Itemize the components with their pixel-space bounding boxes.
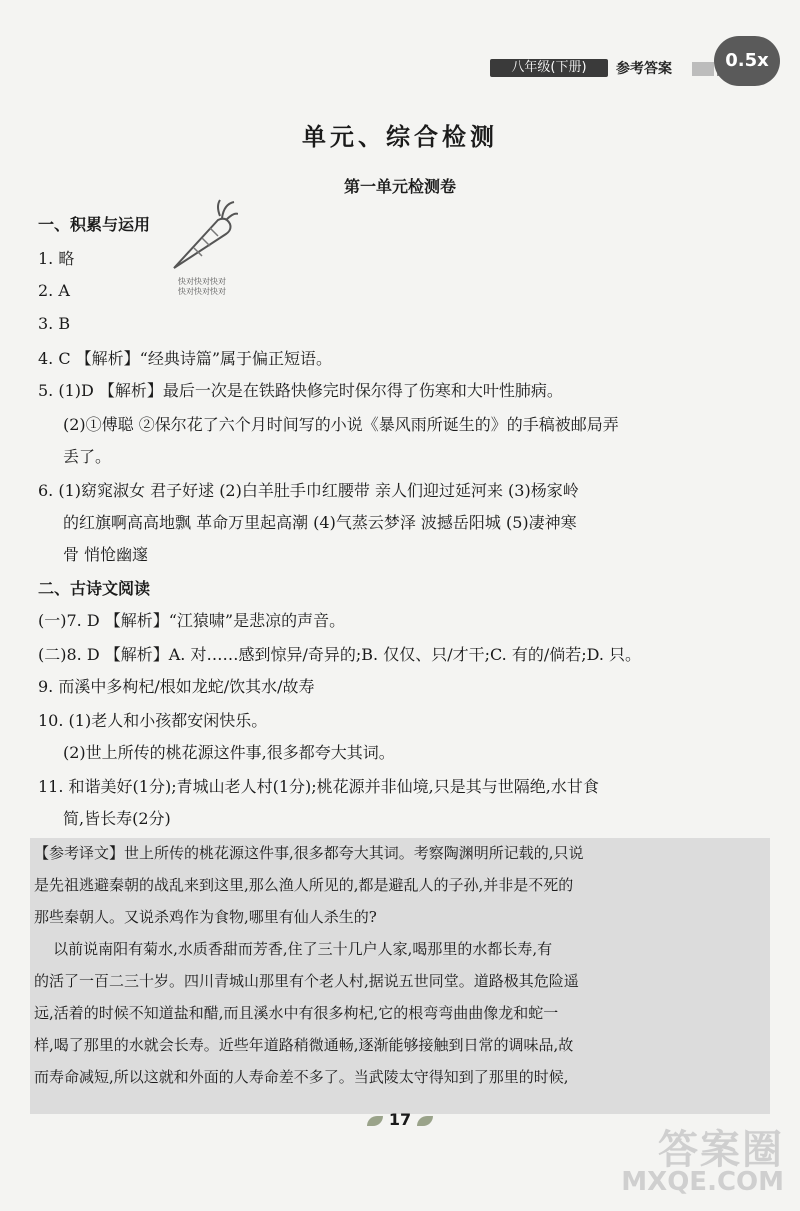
leaf-icon bbox=[367, 1116, 383, 1126]
page-subtitle: 第一单元检测卷 bbox=[343, 177, 456, 196]
translation-line: 以前说南阳有菊水,水质香甜而芳香,住了三十几户人家,喝那里的水都长寿,有 bbox=[34, 940, 553, 958]
answer-line: 丢了。 bbox=[63, 447, 112, 466]
page-title: 单元、综合检测 bbox=[302, 122, 498, 151]
translation-line: 样,喝了那里的水就会长寿。近些年道路稍微通畅,逐渐能够接触到日常的调味品,故 bbox=[34, 1036, 574, 1054]
translation-line: 而寿命减短,所以这就和外面的人寿命差不多了。当武陵太守得知到了那里的时候, bbox=[34, 1068, 569, 1086]
translation-line: 的活了一百二三十岁。四川青城山那里有个老人村,据说五世同堂。道路极其危险遥 bbox=[34, 972, 579, 990]
answer-line: (2)世上所传的桃花源这件事,很多都夸大其词。 bbox=[63, 743, 395, 762]
answer-line: 5. (1)D 【解析】最后一次是在铁路快修完时保尔得了伤寒和大叶性肺病。 bbox=[38, 381, 563, 400]
answer-line: (一)7. D 【解析】“江猿啸”是悲凉的声音。 bbox=[38, 611, 346, 630]
carrot-caption-line: 快对快对快对 bbox=[178, 277, 226, 286]
answer-line: 1. 略 bbox=[38, 249, 75, 268]
section-heading-2: 二、古诗文阅读 bbox=[38, 579, 151, 598]
carrot-caption-line: 快对快对快对 bbox=[178, 287, 226, 296]
watermark bbox=[621, 1118, 784, 1197]
grade-label: 八年级(下册) bbox=[490, 59, 608, 77]
answer-line: (二)8. D 【解析】A. 对……感到惊异/奇异的;B. 仅仅、只/才干;C. 有的/倘若;D. 只。 bbox=[38, 645, 642, 664]
translation-line: 【参考译文】世上所传的桃花源这件事,很多都夸大其词。考察陶渊明所记载的,只说 bbox=[34, 844, 584, 862]
carrot-icon bbox=[166, 198, 238, 274]
answer-line: 6. (1)窈窕淑女 君子好逑 (2)白羊肚手巾红腰带 亲人们迎过延河来 (3)杨家岭 bbox=[38, 481, 579, 500]
answer-line: 3. B bbox=[38, 314, 71, 333]
header-bar bbox=[692, 62, 714, 76]
translation-line: 是先祖逃避秦朝的战乱来到这里,那么渔人所见的,都是避乱人的子孙,并非是不死的 bbox=[34, 876, 574, 894]
answer-line: 11. 和谐美好(1分);青城山老人村(1分);桃花源并非仙境,只是其与世隔绝,水甘食 bbox=[38, 777, 599, 796]
answer-line: 10. (1)老人和小孩都安闲快乐。 bbox=[38, 711, 268, 730]
answer-line: 骨 悄怆幽邃 bbox=[63, 545, 149, 564]
carrot-caption bbox=[166, 277, 238, 297]
speed-button[interactable]: 0.5x bbox=[714, 36, 780, 86]
answer-line: 简,皆长寿(2分) bbox=[63, 809, 171, 828]
translation-line: 远,活着的时候不知道盐和醋,而且溪水中有很多枸杞,它的根弯弯曲曲像龙和蛇一 bbox=[34, 1004, 559, 1022]
page-number: 17 bbox=[388, 1110, 412, 1129]
answer-label: 参考答案 bbox=[616, 61, 672, 77]
answer-line: 的红旗啊高高地飘 革命万里起高潮 (4)气蒸云梦泽 波撼岳阳城 (5)凄神寒 bbox=[63, 513, 577, 532]
watermark-logo: 答案圈 bbox=[658, 1127, 784, 1173]
section-heading-1: 一、积累与运用 bbox=[38, 215, 151, 234]
answer-line: (2)①傅聪 ②保尔花了六个月时间写的小说《暴风雨所诞生的》的手稿被邮局弄 bbox=[63, 415, 619, 434]
answer-line: 4. C 【解析】“经典诗篇”属于偏正短语。 bbox=[38, 349, 333, 368]
reference-translation bbox=[30, 838, 770, 1114]
leaf-icon bbox=[417, 1116, 433, 1126]
watermark-url: MXQE.COM bbox=[621, 1167, 784, 1197]
answer-line: 9. 而溪中多枸杞/根如龙蛇/饮其水/故寿 bbox=[38, 677, 315, 696]
answer-line: 2. A bbox=[38, 281, 70, 300]
translation-line: 那些秦朝人。又说杀鸡作为食物,哪里有仙人杀生的? bbox=[34, 908, 377, 926]
